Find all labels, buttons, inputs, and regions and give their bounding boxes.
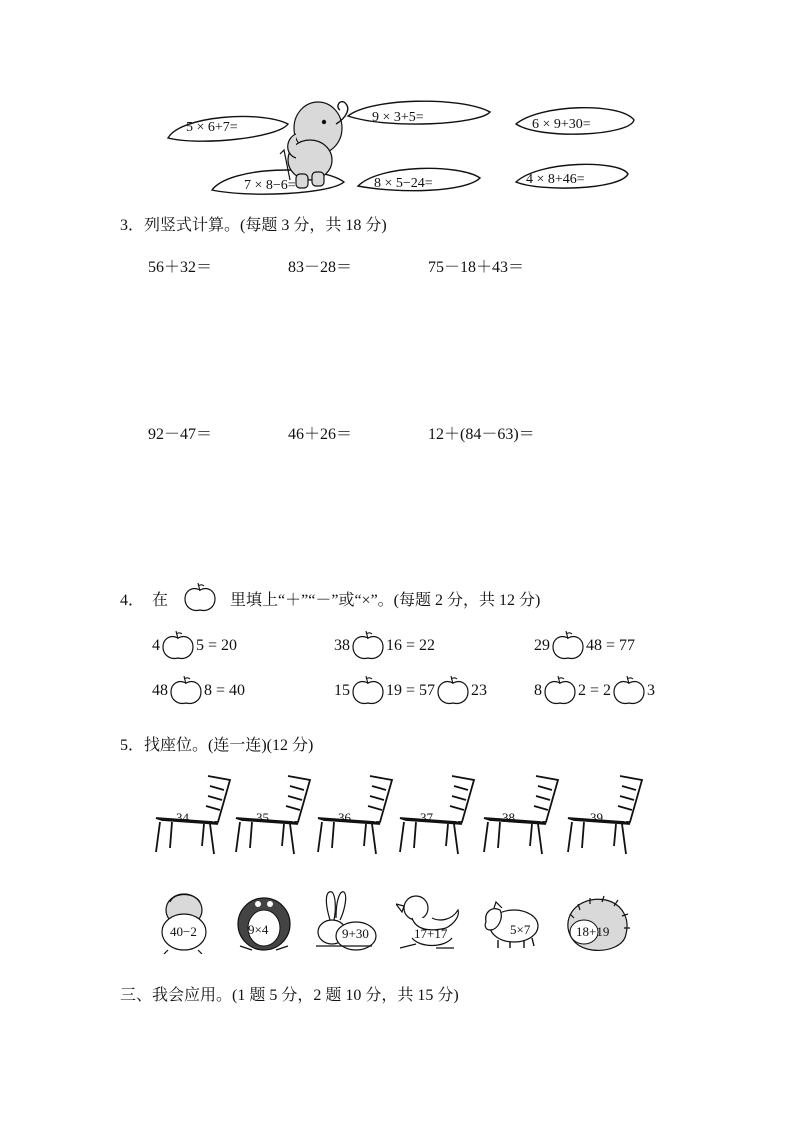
oval-equation-1: 5 × 6+7= [186,120,238,135]
oval-equation-block [160,94,640,200]
animal-label: 9×4 [248,922,269,937]
q4-operand-a: 8 [534,682,542,699]
oval-equation-3: 6 × 9+30= [532,117,591,132]
apple-answer-box-icon[interactable] [611,675,647,707]
chair-icon [152,772,234,856]
q3-problem-4: 92－47＝ [148,426,213,443]
q4-operand-b: 5 = 20 [196,637,238,654]
oval-equation-2: 9 × 3+5= [372,110,424,125]
apple-icon [182,582,218,614]
q4-operand-c: 23 [471,682,488,699]
q4-problem-3 [534,630,635,662]
q3-problem-2: 83－28＝ [288,259,353,276]
apple-answer-box-icon[interactable] [160,630,196,662]
q5-heading: 5．找座位。(连一连)(12 分) [120,737,314,754]
q4-operand-b: 48 = 77 [586,637,636,654]
chair-number: 36 [338,810,351,825]
q4-operand-c: 3 [647,682,656,699]
chair[interactable] [480,772,562,861]
chair-number: 37 [420,810,433,825]
chair-number: 39 [590,810,603,825]
q3-problem-6: 12＋(84－63)＝ [428,426,535,443]
chair-icon [396,772,478,856]
q4-operand-a: 48 [152,682,168,699]
q3-heading: 3．列竖式计算。(每题 3 分，共 18 分) [120,217,387,234]
section3-heading: 三、我会应用。(1 题 5 分，2 题 10 分，共 15 分) [120,987,459,1004]
q4-problem-4 [152,675,245,707]
chair[interactable] [396,772,478,861]
chair-icon [564,772,646,856]
elephant-illustration [280,102,348,188]
q4-operand-a: 15 [334,682,350,699]
apple-answer-box-icon[interactable] [350,675,386,707]
q4-heading-post: 里填上“＋”“－”或“×”。(每题 2 分，共 12 分) [230,591,541,609]
q4-operand-b: 19 = 57 [386,682,436,699]
oval-equation-5: 8 × 5−24= [374,176,433,191]
chair[interactable] [152,772,234,861]
q4-operand-a: 4 [152,637,160,654]
apple-answer-box-icon[interactable] [550,630,586,662]
animal-row [150,888,650,960]
animal-label: 18+19 [576,924,610,939]
q4-problem-2 [334,630,435,662]
animal-label: 5×7 [510,922,531,937]
q4-problem-5 [334,675,487,707]
chair-icon [232,772,314,856]
apple-answer-box-icon[interactable] [168,675,204,707]
penguin-icon [230,888,298,954]
q4-heading-number: 4． [120,591,145,609]
q4-operand-a: 29 [534,637,550,654]
hedgehog-icon [556,888,636,954]
q4-problem-6 [534,675,655,707]
q4-operand-b: 16 = 22 [386,637,436,654]
animal-label: 40−2 [170,924,197,939]
chair[interactable] [232,772,314,861]
oval-equation-4: 7 × 8−6= [244,178,296,193]
chair-number: 34 [176,810,189,825]
q4-operand-b: 8 = 40 [204,682,246,699]
pig-icon [476,888,544,954]
q4-heading-pre: 在 [152,591,169,609]
q3-problem-1: 56＋32＝ [148,259,213,276]
chick-icon [150,888,218,954]
q4-operand-a: 38 [334,637,350,654]
animal-duck[interactable] [396,888,464,959]
q4-heading [120,582,540,614]
animal-hedgehog[interactable] [556,888,636,959]
animal-label: 17+17 [414,926,448,941]
animal-chick[interactable] [150,888,218,959]
animal-penguin[interactable] [230,888,298,959]
apple-answer-box-icon[interactable] [435,675,471,707]
chair-icon [314,772,396,856]
q3-problem-3: 75－18＋43＝ [428,259,525,276]
q4-operand-b: 2 = 2 [578,682,612,699]
chair-number: 38 [502,810,515,825]
q4-problem-1 [152,630,237,662]
chair-row [152,772,652,860]
animal-label: 9+30 [342,926,369,941]
chair-number: 35 [256,810,269,825]
animal-rabbit[interactable] [310,888,378,959]
chair[interactable] [564,772,646,861]
rabbit-icon [310,888,378,954]
apple-answer-box-icon[interactable] [542,675,578,707]
duck-icon [396,888,464,954]
apple-answer-box-icon[interactable] [350,630,386,662]
chair[interactable] [314,772,396,861]
oval-equation-6: 4 × 8+46= [526,172,585,187]
animal-pig[interactable] [476,888,544,959]
q3-problem-5: 46＋26＝ [288,426,353,443]
chair-icon [480,772,562,856]
